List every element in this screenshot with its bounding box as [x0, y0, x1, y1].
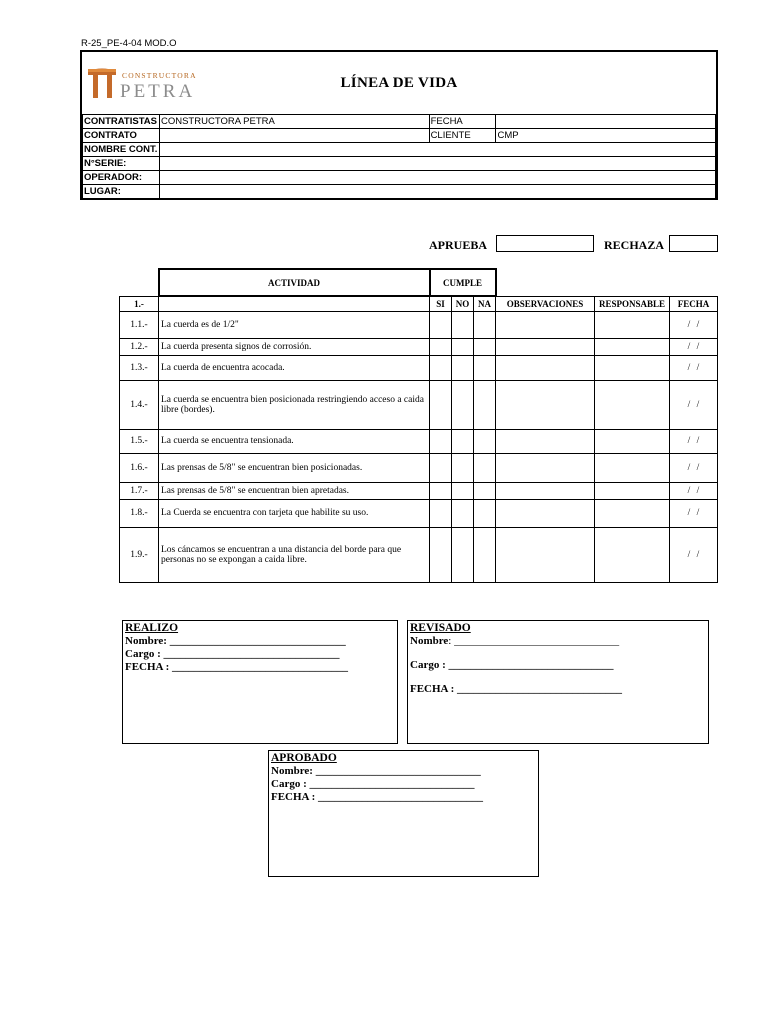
item-number: 1.3.- [120, 355, 159, 380]
aprobado-title: APROBADO [271, 752, 337, 764]
observaciones-cell[interactable] [496, 355, 595, 380]
observaciones-header: OBSERVACIONES [496, 296, 595, 311]
logo-top-text: CONSTRUCTORA [122, 71, 197, 80]
realizo-box [122, 620, 398, 744]
si-cell[interactable] [430, 338, 452, 355]
na-cell[interactable] [474, 499, 496, 527]
revisado-nombre[interactable] [410, 635, 706, 648]
no-cell[interactable] [452, 482, 474, 499]
aprobado-box [268, 750, 539, 877]
aprobado-cargo[interactable]: Cargo : ______________________________ [271, 778, 475, 790]
responsable-cell[interactable] [595, 429, 670, 453]
fecha-cell[interactable]: / / [670, 527, 718, 582]
realizo-nombre[interactable]: Nombre: ________________________________ [125, 635, 346, 647]
nombre-cont-value[interactable] [159, 143, 715, 157]
table-row [120, 355, 718, 380]
observaciones-cell[interactable] [496, 499, 595, 527]
contratistas-value[interactable]: CONSTRUCTORA PETRA [159, 115, 429, 129]
logo-main-text: PETRA [120, 81, 196, 102]
info-row-serie [83, 157, 716, 171]
na-cell[interactable] [474, 482, 496, 499]
fecha-cell[interactable]: / / [670, 311, 718, 338]
na-cell[interactable] [474, 453, 496, 482]
responsable-cell[interactable] [595, 482, 670, 499]
lugar-value[interactable] [159, 185, 715, 199]
table-row [120, 499, 718, 527]
responsable-header: RESPONSABLE [595, 296, 670, 311]
si-cell[interactable] [430, 355, 452, 380]
observaciones-cell[interactable] [496, 527, 595, 582]
no-cell[interactable] [452, 499, 474, 527]
table-row [120, 527, 718, 582]
fecha-value[interactable] [496, 115, 716, 129]
table-row [120, 338, 718, 355]
fecha-cell[interactable]: / / [670, 338, 718, 355]
actividad-header: ACTIVIDAD [159, 269, 430, 296]
serie-label: N°SERIE: [83, 157, 160, 171]
rechaza-box[interactable] [669, 235, 718, 252]
revisado-nombre-line: : ______________________________ [448, 635, 620, 647]
observaciones-cell[interactable] [496, 453, 595, 482]
realizo-cargo[interactable]: Cargo : ________________________________ [125, 648, 340, 660]
rechaza-label: RECHAZA [604, 238, 665, 252]
checklist-table [119, 268, 718, 583]
fecha-cell[interactable]: / / [670, 453, 718, 482]
revisado-nombre-label: Nombre [410, 635, 449, 647]
realizo-fecha[interactable]: FECHA : ________________________________ [125, 661, 349, 673]
item-text: La cuerda de encuentra acocada. [159, 355, 430, 380]
observaciones-cell[interactable] [496, 380, 595, 429]
item-text: Las prensas de 5/8" se encuentran bien apretadas. [159, 482, 430, 499]
cumple-header: CUMPLE [430, 269, 496, 296]
si-cell[interactable] [430, 429, 452, 453]
checklist-subheader-row [120, 296, 718, 311]
contrato-value[interactable] [159, 129, 429, 143]
info-row-contrato [83, 129, 716, 143]
na-header: NA [474, 296, 496, 311]
contrato-label: CONTRATO [83, 129, 160, 143]
aprobado-fecha[interactable]: FECHA : ______________________________ [271, 791, 484, 803]
serie-value[interactable] [159, 157, 715, 171]
item-text: Las prensas de 5/8" se encuentran bien posicionadas. [159, 453, 430, 482]
item-number: 1.7.- [120, 482, 159, 499]
table-row [120, 482, 718, 499]
table-row [120, 311, 718, 338]
revisado-title: REVISADO [410, 622, 471, 634]
cliente-label: CLIENTE [429, 129, 496, 143]
item-text: La cuerda se encuentra tensionada. [159, 429, 430, 453]
responsable-cell[interactable] [595, 453, 670, 482]
checklist-header-row [120, 269, 718, 296]
no-header: NO [452, 296, 474, 311]
item-text: Los cáncamos se encuentran a una distancia del borde para que personas no se expongan a caida libre. [159, 527, 430, 582]
fecha-cell[interactable]: / / [670, 380, 718, 429]
si-cell[interactable] [430, 482, 452, 499]
info-row-contratistas [83, 115, 716, 129]
fecha-cell[interactable]: / / [670, 499, 718, 527]
no-cell[interactable] [452, 355, 474, 380]
na-cell[interactable] [474, 527, 496, 582]
observaciones-cell[interactable] [496, 338, 595, 355]
no-cell[interactable] [452, 338, 474, 355]
section-number: 1.- [120, 296, 159, 311]
cliente-value[interactable]: CMP [496, 129, 716, 143]
si-cell[interactable] [430, 380, 452, 429]
no-cell[interactable] [452, 380, 474, 429]
item-number: 1.9.- [120, 527, 159, 582]
table-row [120, 453, 718, 482]
table-row [120, 429, 718, 453]
responsable-cell[interactable] [595, 527, 670, 582]
item-text: La cuerda presenta signos de corrosión. [159, 338, 430, 355]
revisado-fecha[interactable]: FECHA : ______________________________ [410, 683, 623, 695]
si-cell[interactable] [430, 527, 452, 582]
aprueba-box[interactable] [496, 235, 594, 252]
item-text: La Cuerda se encuentra con tarjeta que habilite su uso. [159, 499, 430, 527]
header-box [80, 50, 718, 200]
aprobado-nombre[interactable]: Nombre: ______________________________ [271, 765, 481, 777]
document-title: LÍNEA DE VIDA [340, 74, 458, 91]
info-table [82, 114, 716, 199]
item-number: 1.2.- [120, 338, 159, 355]
no-cell[interactable] [452, 429, 474, 453]
info-row-operador [83, 171, 716, 185]
item-number: 1.8.- [120, 499, 159, 527]
item-number: 1.1.- [120, 311, 159, 338]
lugar-label: LUGAR: [83, 185, 160, 199]
no-cell[interactable] [452, 311, 474, 338]
info-row-nombre-cont [83, 143, 716, 157]
responsable-cell[interactable] [595, 338, 670, 355]
fecha-header: FECHA [670, 296, 718, 311]
aprueba-label: APRUEBA [429, 238, 488, 252]
item-text: La cuerda es de 1/2" [159, 311, 430, 338]
observaciones-cell[interactable] [496, 311, 595, 338]
responsable-cell[interactable] [595, 499, 670, 527]
no-cell[interactable] [452, 453, 474, 482]
na-cell[interactable] [474, 355, 496, 380]
operador-value[interactable] [159, 171, 715, 185]
info-row-lugar [83, 185, 716, 199]
item-number: 1.4.- [120, 380, 159, 429]
operador-label: OPERADOR: [83, 171, 160, 185]
contratistas-label: CONTRATISTAS [83, 115, 160, 129]
responsable-cell[interactable] [595, 311, 670, 338]
item-number: 1.6.- [120, 453, 159, 482]
revisado-box [407, 620, 709, 744]
revisado-cargo[interactable]: Cargo : ______________________________ [410, 659, 614, 671]
si-header: SI [430, 296, 452, 311]
na-cell[interactable] [474, 311, 496, 338]
fecha-label: FECHA [429, 115, 496, 129]
na-cell[interactable] [474, 429, 496, 453]
responsable-cell[interactable] [595, 355, 670, 380]
responsable-cell[interactable] [595, 380, 670, 429]
no-cell[interactable] [452, 527, 474, 582]
fecha-cell[interactable]: / / [670, 429, 718, 453]
na-cell[interactable] [474, 338, 496, 355]
observaciones-cell[interactable] [496, 429, 595, 453]
si-cell[interactable] [430, 311, 452, 338]
table-row [120, 380, 718, 429]
item-text: La cuerda se encuentra bien posicionada restringiendo acceso a caida libre (bordes). [159, 380, 430, 429]
observaciones-cell[interactable] [496, 482, 595, 499]
si-cell[interactable] [430, 453, 452, 482]
fecha-cell[interactable]: / / [670, 355, 718, 380]
realizo-title: REALIZO [125, 622, 179, 634]
nombre-cont-label: NOMBRE CONT. [83, 143, 160, 157]
fecha-cell[interactable]: / / [670, 482, 718, 499]
si-cell[interactable] [430, 499, 452, 527]
document-code: R-25_PE-4-04 MOD.O [81, 38, 177, 49]
na-cell[interactable] [474, 380, 496, 429]
item-number: 1.5.- [120, 429, 159, 453]
